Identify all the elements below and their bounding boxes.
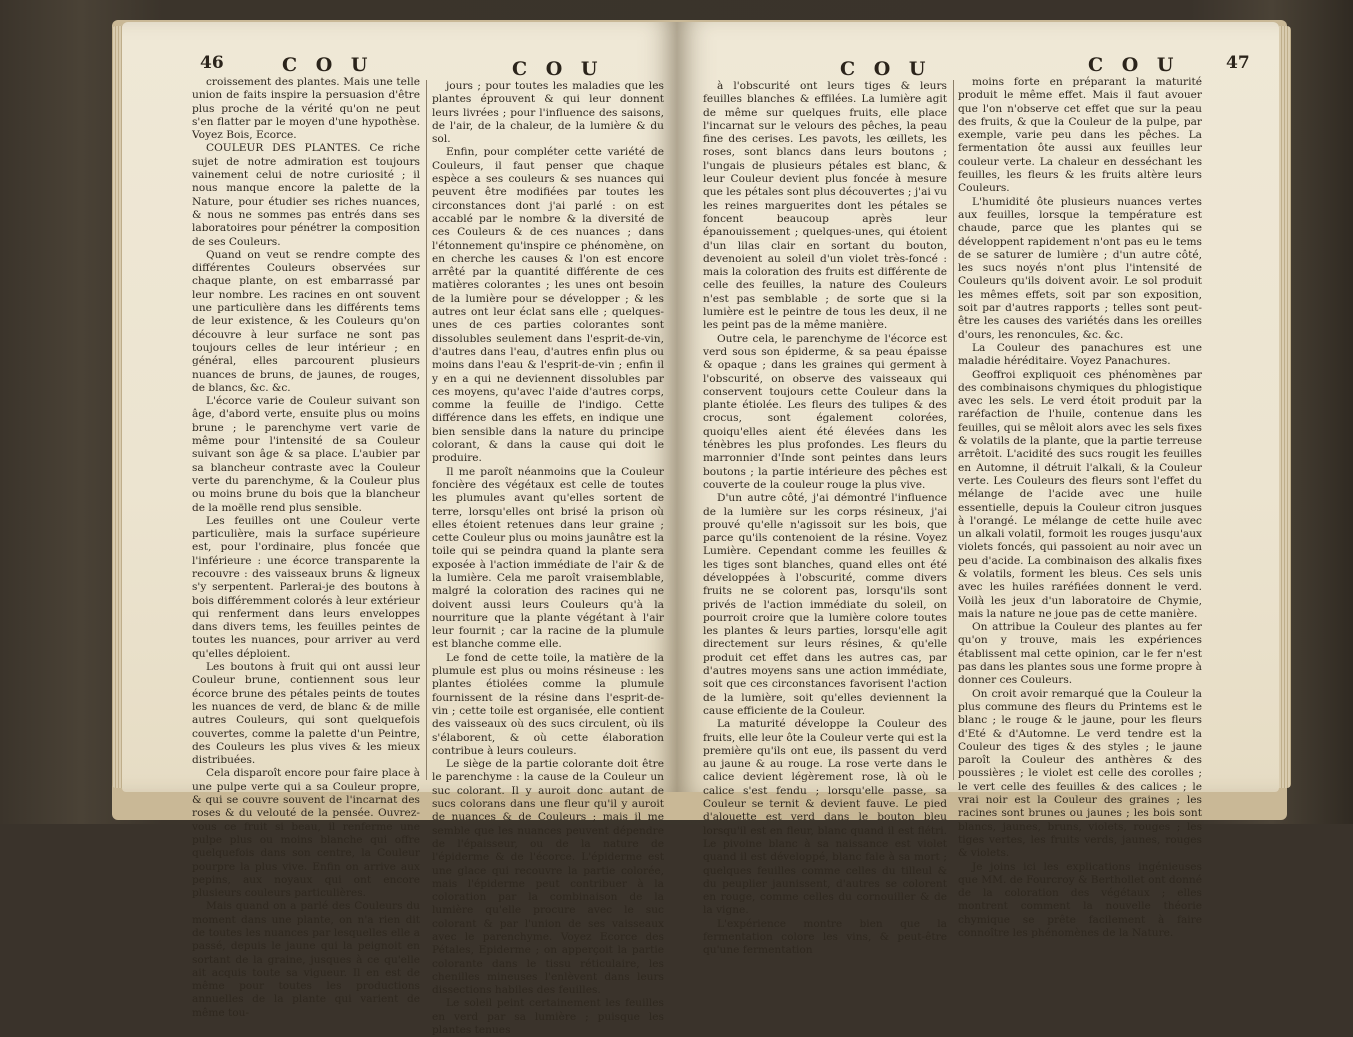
paragraph: jours ; pour toutes les maladies que les plantes éprouvent & qui leur donnent leurs livrées ; pour l'influence des saisons, de l'air, de la chaleur, de la lumière & du sol. (432, 80, 664, 146)
column-rule (426, 80, 427, 780)
paragraph: Il me paroît néanmoins que la Couleur foncière des végétaux est celle de toutes les plumules avant qu'elles sortent de terre, lorsqu'elles ont brisé la prison où elles étoient retenues dans leur graine ; cette Couleur plus ou moins jaunâtre est la toile qui se peindra quand la plante sera exposée à l'action immédiate de l'air & de la lumière. Cela me paroît vraisemblable, malgré la coloration des racines qui ne doivent aussi leurs Couleurs qu'à la nourriture que la plante végétant à l'air leur fournit ; car la racine de la plumule est blanche comme elle. (432, 465, 664, 651)
paragraph: Le soleil peint certainement les feuilles en verd par sa lumière ; puisque les plantes tenues (432, 997, 664, 1037)
paragraph: Les feuilles ont une Couleur verte particulière, mais la surface supérieure est, pour l'ordinaire, plus foncée que l'inférieure : une écorce transparente la recouvre : des vaisseaux bruns & ligneux s'y serpentent. Parlerai-je des boutons à bois différemment colorés à leur extérieur qui renferment dans leurs enveloppes dans divers tems, les feuilles peintes de toutes les nuances, pour arriver au verd qu'elles déploient. (192, 514, 420, 660)
left-page-number: 46 (200, 53, 224, 73)
left-page-column-2 (432, 80, 664, 1037)
paragraph: La maturité développe la Couleur des fruits, elle leur ôte la Couleur verte qui est la première qu'ils ont eue, ils passent du verd au jaune & au rouge. La rose verte dans le calice devient légèrement rose, là où le calice s'est fendu ; lorsqu'elle passe, sa Couleur se ternit & devient fauve. Le pied d'alouette est verd dans le bouton bleu lorsqu'il est en fleur, blanc quand il est flétri. Le pivoine blanc à sa naissance est violet quand il est développé, blanc fale à sa mort ; quelques feuilles comme celles du tilleul & du peuplier jaunissent, d'autres se colorent en rouge, comme celles du cornouiller & de la vigne. (703, 718, 947, 917)
paragraph: On attribue la Couleur des plantes au fer qu'on y trouve, mais les expériences établissent mal cette opinion, car le fer n'est pas dans les plantes sous une forme propre à donner ces Couleurs. (958, 621, 1202, 687)
paragraph: Enfin, pour compléter cette variété de Couleurs, il faut penser que chaque espèce a ses couleurs & ses nuances qui peuvent être modifiées par toutes les circonstances dont j'ai parlé : on est accablé par le nombre & la diversité de ces Couleurs & de ces nuances ; dans l'étonnement qu'inspire ce phénomène, on en cherche les causes & l'on est encore arrêté par la quantité différente de ces matières colorantes ; les unes ont besoin de la lumière pour se développer ; & les autres ont leur éclat sans elle ; quelques-unes de ces parties colorantes sont dissolubles seulement dans l'esprit-de-vin, d'autres dans l'eau, d'autres enfin plus ou moins dans l'eau & l'esprit-de-vin ; enfin il y en a qui ne deviennent dissolubles par ces moyens, qu'avec l'aide d'autres corps, comme la feuille de l'indigo. Cette différence dans les effets, en indique une bien sensible dans la nature du principe colorant, & dans la cause qui doit le produire. (432, 146, 664, 465)
column-rule (953, 80, 954, 780)
paragraph: L'expérience montre bien que la fermentation colore les vins, & peut-être qu'une fermentation (703, 917, 947, 957)
right-page-number: 47 (1226, 53, 1250, 73)
paragraph: L'humidité ôte plusieurs nuances vertes aux feuilles, lorsque la température est chaude, parce que les plantes qui se développent rapidement n'ont pas eu le tems de se saturer de lumière ; d'un autre côté, les sucs noyés n'ont plus l'intensité de Couleurs qu'ils doivent avoir. Le sol produit les mêmes effets, soit par son exposition, soit par d'autres rapports ; telles sont peut-être les causes des variétés dans les oreilles d'ours, les renoncules, &c. &c. (958, 195, 1202, 341)
paragraph: Quand on veut se rendre compte des différentes Couleurs observées sur chaque plante, on est embarrassé par leur nombre. Les racines en ont souvent une particulière dans les différents tems de leur existence, & les Couleurs qu'on découvre à leur surface ne sont pas toujours celles de leur intérieur ; en général, elles parcourent plusieurs nuances de bruns, de jaunes, de rouges, de blancs, &c. &c. (192, 248, 420, 394)
left-running-head-1: C O U (282, 54, 374, 76)
paragraph: Geoffroi expliquoit ces phénomènes par des combinaisons chymiques du phlogistique avec les sels. Le verd étoit produit par la raréfaction de l'huile, contenue dans les feuilles, qui se mêloit alors avec les sels fixes & volatils de la plante, que la partie terreuse arrêtoit. L'acidité des sucs rougit les feuilles en Automne, il détruit l'alkali, & la Couleur verte. Les Couleurs des fleurs sont l'effet du mélange de l'acide avec une huile essentielle, depuis la Couleur citron jusques à l'orangé. Le mélange de cette huile avec un alkali volatil, formoit les rouges jusqu'aux violets foncés, qui passoient au noir avec un peu d'acide. La combinaison des alkalis fixes & volatils, forment les bleus. Ces sels unis avec les huiles raréfiées donnent le verd. Voilà les jeux d'un laboratoire de Chymie, mais la nature ne joue pas de cette manière. (958, 368, 1202, 620)
paragraph: On croit avoir remarqué que la Couleur la plus commune des fleurs du Printems est le blanc ; le rouge & le jaune, pour les fleurs d'Eté & d'Automne. Le verd tendre est la Couleur des tiges & des styles ; le jaune paroît la Couleur des anthères & des poussières ; le violet est celle des corolles ; le vert celle des feuilles & des calices ; le vrai noir est la Couleur des graines ; les racines sont brunes ou jaunes ; les bois sont blancs, jaunes, bruns, violets, rouges ; les tiges vertes, les fruits verds, jaunes, rouges & violets. (958, 687, 1202, 860)
paragraph: Le fond de cette toile, la matière de la plumule est plus ou moins résineuse : les plantes étiolées comme la plumule fournissent de la résine dans l'esprit-de-vin ; cette toile est organisée, elle contient des vaisseaux où des sucs circulent, où ils s'élaborent, & où cette élaboration contribue à leurs couleurs. (432, 651, 664, 757)
left-page-column-1 (192, 76, 420, 1019)
right-page-column-1 (703, 80, 947, 957)
paragraph: L'écorce varie de Couleur suivant son âge, d'abord verte, ensuite plus ou moins brune ; le parenchyme vert varie de même pour l'intensité de sa Couleur suivant son âge & sa place. L'aubier par sa blancheur contraste avec la Couleur verte du parenchyme, & la Couleur plus ou moins brune du bois que la blancheur de la moëlle rend plus sensible. (192, 395, 420, 514)
paragraph: Je joins ici les explications ingénieuses que MM. de Fourcroy & Berthollet ont donné de la coloration des végétaux ; elles montrent comment la nouvelle théorie chymique se prête facilement à faire connoître les phénomènes de la Nature. (958, 860, 1202, 939)
paragraph: Mais quand on a parlé des Couleurs du moment dans une plante, on n'a rien dit de toutes les nuances par lesquelles elle a passé, depuis le jaune qui la peignoit en sortant de la graine, jusques à ce qu'elle ait acquis toute sa vigueur. Il en est de même pour toutes les productions annuelles de la plante qui varient de même tou- (192, 900, 420, 1019)
paragraph: Outre cela, le parenchyme de l'écorce est verd sous son épiderme, & sa peau épaisse & opaque ; dans les graines qui germent à l'obscurité, on observe des vaisseaux qui conservent toujours cette Couleur dans la plante étiolée. Les fleurs des tulipes & des crocus, sont également colorées, quoiqu'elles aient été élevées dans les ténèbres les plus profondes. Les fleurs du marronnier d'Inde sont peintes dans leurs boutons ; la partie intérieure des pêches est couverte de la couleur rouge la plus vive. (703, 332, 947, 491)
paragraph: à l'obscurité ont leurs tiges & leurs feuilles blanches & effilées. La lumière agit de même sur quelques fruits, elle place l'incarnat sur le velours des pêches, la peau fine des cerises. Les pavots, les œillets, les roses, sont blancs dans leurs boutons ; l'ungais de plusieurs pétales est blanc, & leur Couleur devient plus foncée à mesure que les pétales sont plus découvertes ; j'ai vu les reines marguerites dont les pétales se foncent beaucoup après leur épanouissement ; quelques-unes, qui étoient d'un lilas clair en sortant du bouton, devenoient au soleil d'un violet très-foncé : mais la coloration des fruits est différente de celle des feuilles, la nature des Couleurs n'est pas semblable ; de sorte que si la lumière est le peintre de tous les deux, il ne les peint pas de la même manière. (703, 80, 947, 332)
right-running-head-2: C O U (1088, 54, 1180, 76)
page-edges-right (1279, 26, 1291, 788)
right-page-column-2 (958, 76, 1202, 939)
paragraph: Les boutons à fruit qui ont aussi leur Couleur brune, contiennent sous leur écorce brune des pétales peints de toutes les nuances de verd, de blanc & de mille autres Couleurs, qui sont quelquefois couvertes, comme la palette d'un Peintre, des Couleurs les plus vives & les mieux distribuées. (192, 661, 420, 767)
left-running-head-2: C O U (512, 58, 604, 80)
paragraph: La Couleur des panachures est une maladie héréditaire. Voyez Panachures. (958, 341, 1202, 368)
paragraph: COULEUR DES PLANTES. Ce riche sujet de notre admiration est toujours vainement celui de notre curiosité ; il nous manque encore la palette de la Nature, pour étudier ses riches nuances, & nous ne sommes pas entrés dans ses laboratoires pour pénétrer la composition de ses Couleurs. (192, 142, 420, 248)
paragraph: Le siège de la partie colorante doit être le parenchyme : la cause de la Couleur un suc colorant. Il y auroit donc autant de sucs colorans dans une fleur qu'il y auroit de nuances & de Couleurs ; mais il me semble que les nuances peuvent dépendre de l'épaisseur, ou de la nature de l'épiderme & de l'écorce. L'épiderme est une glace qui recouvre la partie colorée, mais l'épiderme peut contribuer à la coloration par la combinaison de la lumière qu'elle procure avec le suc colorant & par l'union de ses vaisseaux avec le parenchyme. Voyez Ecorce des Pétales, Epiderme ; on apperçoit la partie colorante dans le tissu réticulaire, les chenilles mineuses l'enlèvent dans leurs dissections habiles des feuilles. (432, 758, 664, 997)
paragraph: croissement des plantes. Mais une telle union de faits inspire la persuasion d'être plus proche de la vérité qu'on ne peut s'en flatter par le moyen d'une hypothèse. Voyez Bois, Ecorce. (192, 76, 420, 142)
paragraph: Cela disparoît encore pour faire place à une pulpe verte qui a sa Couleur propre, & qui se couvre souvent de l'incarnat des roses & du velouté de la pensée. Ouvrez-vous ce fruit si beau, il renferme une pulpe plus ou moins blanche qui offre quelquefois dans son centre, la Couleur pourpre la plus vive. Enfin on arrive aux pepins, aux noyaux qui ont encore plusieurs couleurs particulières. (192, 767, 420, 900)
paragraph: moins forte en préparant la maturité produit le même effet. Mais il faut avouer que l'on n'observe cet effet que sur la peau des fruits, & que la Couleur de la pulpe, par exemple, varie peu dans les pêches. La fermentation ôte aussi aux feuilles leur couleur verte. La chaleur en desséchant les feuilles, les fleurs & les fruits altère leurs Couleurs. (958, 76, 1202, 195)
paragraph: D'un autre côté, j'ai démontré l'influence de la lumière sur les corps résineux, j'ai prouvé qu'elle n'agissoit sur les bois, que parce qu'ils contenoient de la résine. Voyez Lumière. Cependant comme les feuilles & les tiges sont blanches, quand elles ont été développées à l'obscurité, comme divers fruits ne se colorent pas, lorsqu'ils sont privés de l'action immédiate du soleil, on pourroit croire que la lumière colore toutes les plantes & leurs parties, lorsqu'elle agit directement sur leurs résines, & qu'elle produit cet effet dans les autres cas, par d'autres moyens sans une action immédiate, soit que ces circonstances favorisent l'action de la lumière, soit qu'elles deviennent la cause efficiente de la Couleur. (703, 492, 947, 717)
right-running-head-1: C O U (840, 58, 932, 80)
